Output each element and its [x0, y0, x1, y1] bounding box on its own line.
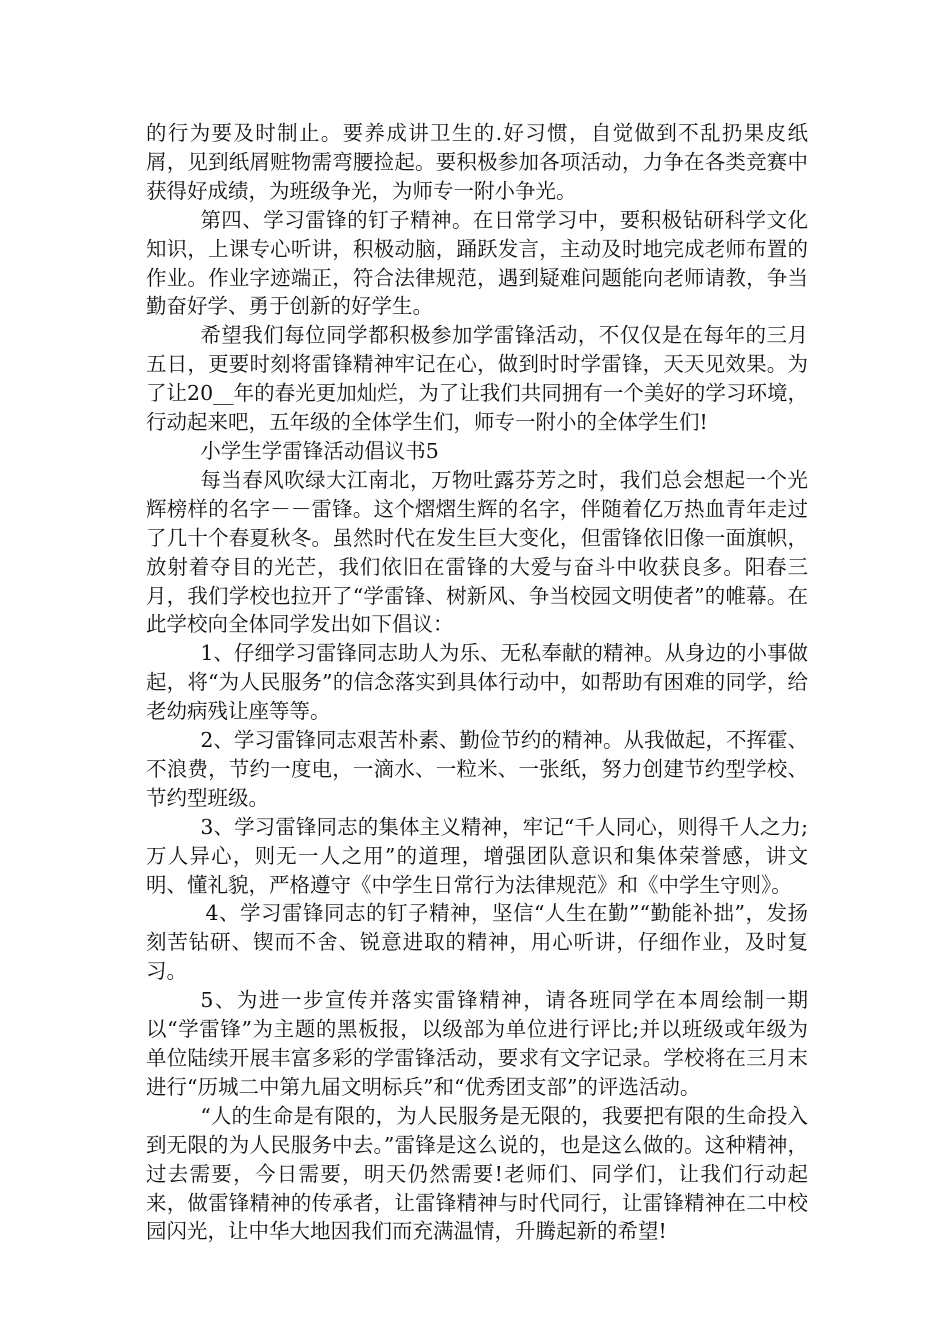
- paragraph-item-2: 2、学习雷锋同志艰苦朴素、勤俭节约的精神。从我做起，不挥霍、不浪费，节约一度电，一滴水、一粒米、一张纸，努力创建节约型学校、节约型班级。: [146, 728, 808, 810]
- paragraph-conclusion: “人的生命是有限的，为人民服务是无限的，我要把有限的生命投入到无限的为人民服务中去。”雷锋是这么说的，也是这么做的。这种精神，过去需要，今日需要，明天仍然需要!老师们、同学们，让我们行动起来，做雷锋精神的传承者，让雷锋精神与时代同行，让雷锋精神在二中校园闪光，让中华大地因我们而充满温情，升腾起新的希望!: [146, 1103, 808, 1244]
- paragraph-item-1: 1、仔细学习雷锋同志助人为乐、无私奉献的精神。从身边的小事做起，将“为人民服务”的信念落实到具体行动中，如帮助有困难的同学，给老幼病残让座等等。: [146, 641, 808, 724]
- paragraph-item-3: 3、学习雷锋同志的集体主义精神，牢记“千人同心，则得千人之力;万人异心，则无一人之用”的道理，增强团队意识和集体荣誉感，讲文明、懂礼貌，严格遵守《中学生日常行为法律规范》和《中学生守则》。: [146, 814, 808, 897]
- paragraph-intro: 每当春风吹绿大江南北，万物吐露芬芳之时，我们总会想起一个光辉榜样的名字－－雷锋。这个熠熠生辉的名字，伴随着亿万热血青年走过了几十个春夏秋冬。虽然时代在发生巨大变化，但雷锋依旧像一面旗帜，放射着夺目的光芒，我们依旧在雷锋的大爱与奋斗中收获良多。阳春三月，我们学校也拉开了“学雷锋、树新风、争当校园文明使者”的帷幕。在此学校向全体同学发出如下倡议：: [146, 467, 808, 637]
- paragraph-item-5: 5、为进一步宣传并落实雷锋精神，请各班同学在本周绘制一期以“学雷锋”为主题的黑板报，以级部为单位进行评比;并以班级或年级为单位陆续开展丰富多彩的学雷锋活动，要求有文字记录。学校将在三月末进行“历城二中第九届文明标兵”和“优秀团支部”的评选活动。: [146, 988, 808, 1099]
- section-title: 小学生学雷锋活动倡议书5: [200, 438, 439, 463]
- paragraph-item-4: 4、学习雷锋同志的钉子精神，坚信“人生在勤”“勤能补拙”，发扬刻苦钻研、锲而不舍、锐意进取的精神，用心听讲，仔细作业，及时复习。: [146, 901, 808, 984]
- paragraph-closing-hope: 希望我们每位同学都积极参加学雷锋活动，不仅仅是在每年的三月五日，更要时刻将雷锋精神牢记在心，做到时时学雷锋，天天见效果。为了让20__年的春光更加灿烂，为了让我们共同拥有一个美好的学习环境，行动起来吧，五年级的全体学生们，师专一附小的全体学生们!: [146, 323, 808, 435]
- document-body: [146, 119, 808, 1246]
- paragraph-fourth-point: 第四、学习雷锋的钉子精神。在日常学习中，要积极钻研科学文化知识，上课专心听讲，积极动脑，踊跃发言，主动及时地完成老师布置的作业。作业字迹端正，符合法律规范，遇到疑难问题能向老师请教，争当勤奋好学、勇于创新的好学生。: [146, 207, 808, 319]
- paragraph-continuation: 的行为要及时制止。要养成讲卫生的.好习惯，自觉做到不乱扔果皮纸屑，见到纸屑赃物需弯腰捡起。要积极参加各项活动，力争在各类竞赛中获得好成绩，为班级争光，为师专一附小争光。: [146, 121, 808, 203]
